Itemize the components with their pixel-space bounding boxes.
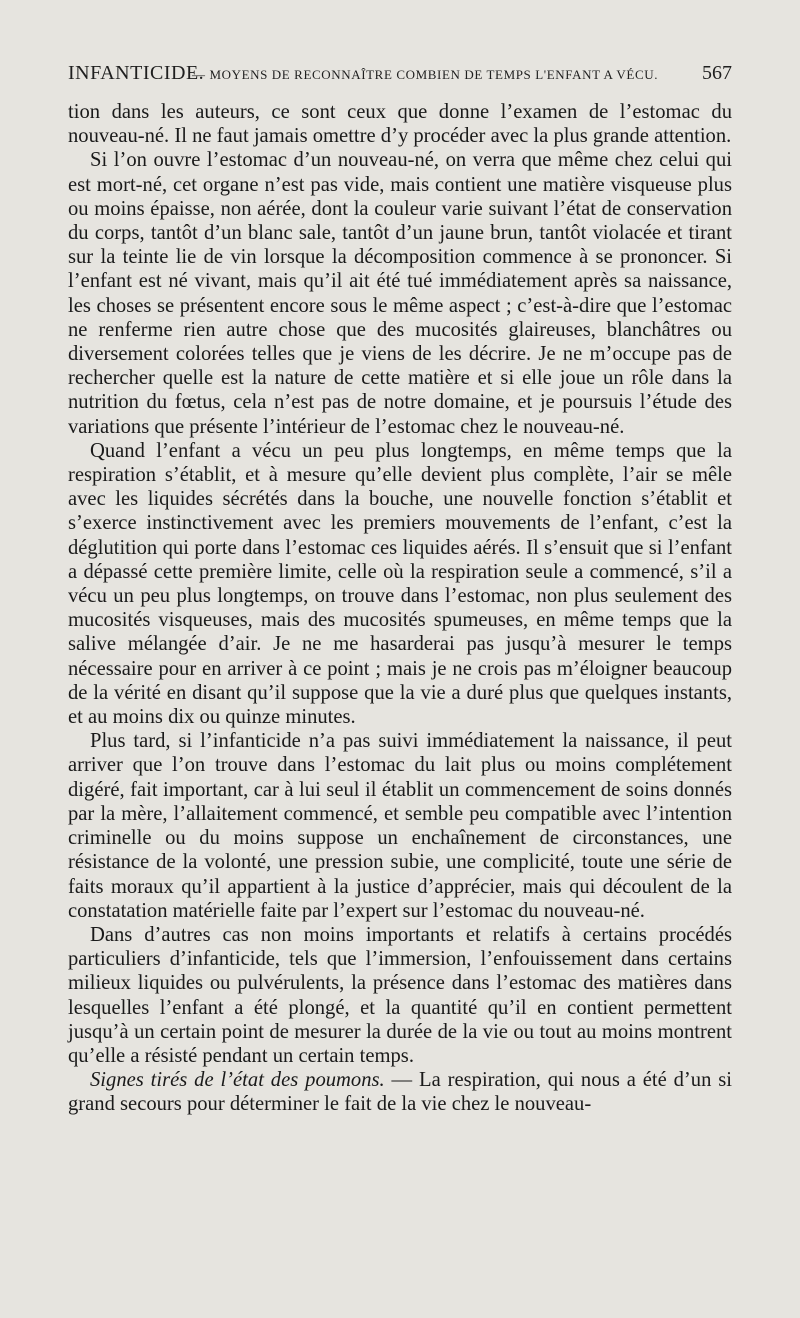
page-number: 567 [702, 62, 732, 84]
body-text [68, 100, 732, 1117]
header-subtitle: — MOYENS DE RECONNAÎTRE COMBIEN DE TEMPS L'ENFANT A VÉCU. [192, 67, 659, 82]
paragraph-4: Plus tard, si l’infanticide n’a pas suivi immédiatement la naissance, il peut arriver que l’on trouve dans l’estomac du lait plus ou moins complétement digéré, fait important, car à lui seul il établit un commencement de soins donnés par la mère, l’allaitement commencé, et semble peu compatible avec l’intention criminelle ou du moins suppose un enchaînement de circonstances, une résistance de la volonté, une pression subie, une complicité, toute une série de faits moraux qu’il appartient à la justice d’apprécier, mais qui découlent de la constatation matérielle faite par l’expert sur l’estomac du nouveau-né. [68, 730, 732, 922]
paragraph-1: tion dans les auteurs, ce sont ceux que donne l’examen de l’estomac du nouveau-né. Il ne faut jamais omettre d’y procéder avec la plus grande attention. [68, 101, 732, 148]
paragraph-2: Si l’on ouvre l’estomac d’un nouveau-né, on verra que même chez celui qui est mort-né, cet organe n’est pas vide, mais contient une matière visqueuse plus ou moins épaisse, non aérée, dont la couleur varie suivant l’état de conservation du corps, tantôt d’un blanc sale, tantôt d’un jaune brun, tantôt violacée et tirant sur la teinte lie de vin lorsque la décomposition commence à se prononcer. Si l’enfant est né vivant, mais qu’il ait été tué immédiatement après sa naissance, les choses se présentent encore sous le même aspect ; c’est-à-dire que l’estomac ne renferme rien autre chose que des mucosités glaireuses, blanchâtres ou diversement colorées telles que je viens de les décrire. Je ne m’occupe pas de rechercher quelle est la nature de cette matière et si elle joue un rôle dans la nutrition du fœtus, cela n’est pas de notre domaine, et je poursuis l’étude des variations que présente l’intérieur de l’estomac chez le nouveau-né. [68, 149, 732, 438]
paragraph-3: Quand l’enfant a vécu un peu plus longtemps, en même temps que la respiration s’établit, et à mesure qu’elle devient plus complète, l’air se mêle avec les liquides sécrétés dans la bouche, une nouvelle fonction s’établit et s’exerce instinctivement avec les premiers mouvements de l’enfant, c’est la déglutition qui porte dans l’estomac ces liquides aérés. Il s’ensuit que si l’enfant a dépassé cette première limite, celle où la respiration seule a commencé, s’il a vécu un peu plus longtemps, on trouve dans l’estomac, non plus seulement des mucosités visqueuses, mais des mucosités spumeuses, en même temps que la salive mélangée d’air. Je ne me hasarderai pas jusqu’à mesurer le temps nécessaire pour en arriver à ce point ; mais je ne crois pas m’éloigner beaucoup de la vérité en disant qu’il suppose que la vie a duré plus que quelques instants, et au moins dix ou quinze minutes. [68, 439, 732, 729]
paragraph-6-text: — La respiration, qui nous a été d’un si grand secours pour déterminer le fait de la vie chez le nouveau- [68, 1069, 732, 1116]
header-title: INFANTICIDE. [68, 62, 205, 84]
section-heading: Signes tirés de l’état des poumons. [90, 1069, 385, 1092]
paragraph-5: Dans d’autres cas non moins importants et relatifs à certains procédés particuliers d’infanticide, tels que l’immersion, l’enfouissement dans certains milieux liquides ou pulvérulents, la présence dans l’estomac des matières dans lesquelles l’enfant a été plongé, et la quantité qu’il en contient permettent jusqu’à un certain point de mesurer la durée de la vie ou tout au moins montrent qu’elle a résisté pendant un certain temps. [68, 923, 732, 1067]
paragraph-6 [68, 1068, 732, 1116]
running-header [68, 62, 732, 92]
